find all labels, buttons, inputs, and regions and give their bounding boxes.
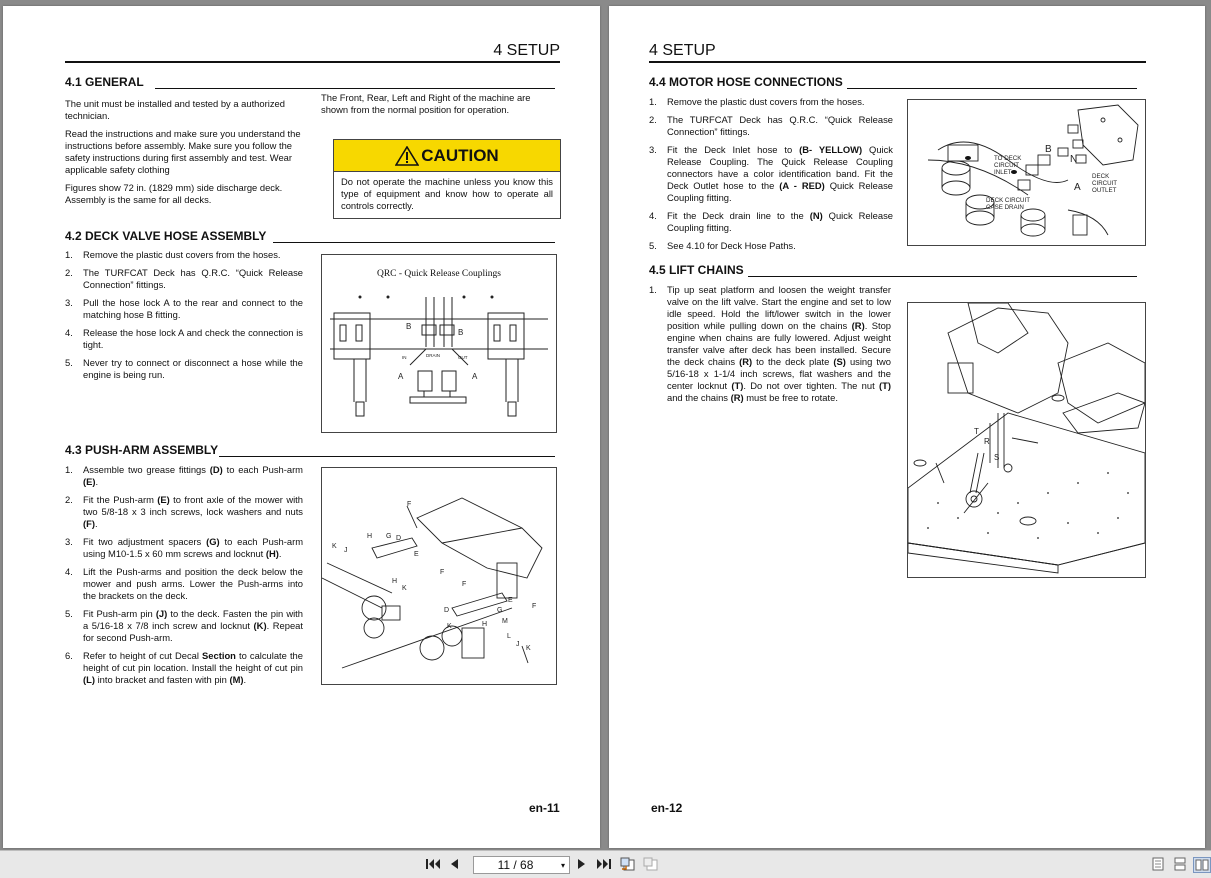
svg-text:J: J — [516, 641, 520, 648]
step-text: Release the hose lock A and check the connection is tight. — [83, 327, 303, 350]
list-item — [65, 608, 303, 644]
general-paragraph-2: Read the instructions and make sure you understand the instructions before assembly. Make sure you follow the safety instructions during first assembly and test. Wear applicable safety clothing — [65, 128, 301, 175]
caution-text: Do not operate the machine unless you know this type of equipment and know how to operate all controls correctly. — [341, 176, 553, 211]
step-number: 4. — [65, 566, 73, 577]
section-title-deck-valve: 4.2 DECK VALVE HOSE ASSEMBLY — [65, 229, 267, 243]
step-text: Lift the Push-arms and position the deck below the mower and push arms. Lower the Push-arms into the brackets on the deck. — [83, 566, 303, 601]
list-item — [649, 210, 893, 234]
svg-text:B: B — [406, 322, 412, 331]
qrc-diagram — [330, 287, 548, 427]
caution-box — [333, 139, 561, 219]
step-number: 2. — [649, 114, 657, 125]
next-page-icon[interactable] — [576, 857, 588, 871]
step-text: Fit the Deck drain line to the (N) Quick Release Coupling fitting. — [667, 210, 893, 233]
qrc-figure-caption: QRC - Quick Release Couplings — [376, 269, 501, 279]
section-title-lift-chains: 4.5 LIFT CHAINS — [649, 263, 744, 277]
step-number: 4. — [649, 210, 657, 221]
step-text: Refer to height of cut Decal Section to calculate the height of cut pin location. Install the height of cut pin (L) into bracket and fasten with pin (M). — [83, 650, 303, 685]
list-item — [65, 494, 303, 530]
general-paragraph-3: Figures show 72 in. (1829 mm) side discharge deck. Assembly is the same for all decks. — [65, 182, 283, 205]
page-indicator: 11 / 68 — [497, 858, 534, 872]
svg-text:DRAIN: DRAIN — [426, 353, 441, 358]
page-number-right: en-12 — [651, 801, 683, 815]
step-number: 1. — [649, 96, 657, 107]
svg-text:T: T — [974, 427, 979, 436]
left-page — [3, 6, 600, 848]
fig-label-b: B — [1045, 144, 1052, 155]
step-number: 6. — [65, 650, 73, 661]
step-number: 1. — [649, 284, 657, 295]
step-number: 2. — [65, 494, 73, 505]
step-text: Assemble two grease fittings (D) to each Push-arm (E). — [83, 464, 303, 487]
list-item — [65, 566, 303, 602]
fig-label-drain: DECK CIRCUIT CASE DRAIN — [986, 197, 1030, 211]
caution-banner — [334, 140, 560, 172]
step-text: See 4.10 for Deck Hose Paths. — [667, 240, 796, 251]
viewer-toolbar — [0, 850, 1211, 878]
step-number: 5. — [649, 240, 657, 251]
page-header-left: 4 SETUP — [493, 42, 560, 59]
lift-chains-figure — [907, 302, 1146, 578]
list-item — [649, 96, 893, 108]
svg-text:IN: IN — [402, 355, 407, 360]
step-text: Pull the hose lock A to the rear and connect to the matching hose B fitting. — [83, 297, 303, 320]
go-forward-view-icon[interactable] — [643, 857, 659, 871]
list-item — [649, 114, 893, 138]
step-number: 1. — [65, 249, 73, 260]
last-page-icon[interactable] — [597, 857, 611, 871]
step-number: 3. — [65, 536, 73, 547]
svg-text:K: K — [526, 645, 531, 652]
svg-text:F: F — [440, 569, 445, 576]
fig-label-a: A — [1074, 182, 1081, 193]
qrc-figure — [321, 254, 557, 433]
page-number-input[interactable] — [473, 856, 570, 874]
section-title-general: 4.1 GENERAL — [65, 75, 144, 89]
section-rule — [847, 88, 1137, 89]
list-item — [65, 357, 303, 381]
warning-triangle-icon — [395, 146, 419, 166]
fig-label-inlet: TO DECK CIRCUIT INLET — [994, 155, 1022, 176]
orientation-note: The Front, Rear, Left and Right of the machine are shown from the normal position for operation. — [321, 92, 531, 115]
list-item — [65, 249, 303, 261]
push-arm-figure — [321, 467, 557, 685]
svg-text:R: R — [984, 437, 990, 446]
list-item — [65, 267, 303, 291]
header-rule — [649, 61, 1146, 63]
svg-text:H: H — [392, 578, 398, 585]
step-text: Fit Push-arm pin (J) to the deck. Fasten the pin with a 5/16-18 x 7/8 inch screw and locknut (K). Repeat for second Push-arm. — [83, 608, 303, 643]
svg-text:D: D — [444, 607, 450, 614]
section-rule — [748, 276, 1137, 277]
previous-page-icon[interactable] — [448, 857, 460, 871]
svg-text:H: H — [482, 621, 488, 628]
single-page-view-icon[interactable] — [1151, 857, 1165, 871]
svg-text:K: K — [447, 623, 452, 630]
step-text: The TURFCAT Deck has Q.R.C. “Quick Release Connection” fittings. — [667, 114, 893, 137]
section-title-motor-hose: 4.4 MOTOR HOSE CONNECTIONS — [649, 75, 843, 89]
section-rule — [273, 242, 555, 243]
step-text: The TURFCAT Deck has Q.R.C. “Quick Release Connection” fittings. — [83, 267, 303, 290]
svg-text:K: K — [332, 543, 337, 550]
step-number: 5. — [65, 357, 73, 368]
motor-hose-diagram — [908, 100, 1145, 245]
continuous-view-icon[interactable] — [1173, 857, 1187, 871]
push-arm-steps — [65, 464, 303, 692]
list-item — [65, 464, 303, 488]
go-back-view-icon[interactable] — [620, 857, 636, 871]
deck-valve-steps — [65, 249, 303, 387]
section-rule — [219, 456, 555, 457]
step-text: Fit the Deck Inlet hose to (B- YELLOW) Quick Release Coupling. The Quick Release Coupling connectors have a color identification band. Fit the Deck Outlet hose to the (A - RED) Quick Release Coupling fitting. — [667, 144, 893, 203]
list-item — [649, 284, 891, 404]
svg-text:S: S — [994, 453, 1000, 462]
svg-text:E: E — [508, 597, 513, 604]
page-header-right: 4 SETUP — [649, 42, 716, 59]
step-number: 3. — [65, 297, 73, 308]
svg-text:H: H — [367, 533, 373, 540]
first-page-icon[interactable] — [426, 857, 440, 871]
list-item — [649, 144, 893, 204]
fig-label-outlet: DECK CIRCUIT OUTLET — [1092, 173, 1117, 194]
svg-text:L: L — [507, 633, 511, 640]
svg-text:G: G — [386, 533, 392, 540]
svg-text:A: A — [472, 372, 478, 381]
step-text: Tip up seat platform and loosen the weight transfer valve on the lift valve. Start the engine and set to low idle speed. Hold the lift/lower switch in the lower position while pulling down on the chains (R). Stop engine when chains are fully lowered. Adjust weight transfer valve after deck has been installed. Secure the deck chains (R) to the deck plate (S) using two 5/16-18 x 1-1/4 inch screws, flat washers and the center locknut (T). Do not over tighten. The nut (T) and the chains (R) must be free to rotate. — [667, 284, 892, 403]
page-number-left: en-11 — [529, 801, 560, 815]
svg-text:J: J — [344, 547, 348, 554]
svg-text:G: G — [497, 607, 503, 614]
step-number: 2. — [65, 267, 73, 278]
svg-text:F: F — [407, 501, 412, 508]
step-text: Never try to connect or disconnect a hose while the engine is being run. — [83, 357, 303, 380]
list-item — [65, 536, 303, 560]
step-number: 4. — [65, 327, 73, 338]
step-number: 5. — [65, 608, 73, 619]
step-text: Remove the plastic dust covers from the hoses. — [83, 249, 281, 260]
list-item — [65, 327, 303, 351]
svg-text:M: M — [502, 618, 508, 625]
section-rule — [155, 88, 555, 89]
list-item — [649, 240, 893, 252]
step-number: 3. — [649, 144, 657, 155]
list-item — [65, 297, 303, 321]
page-dropdown-icon[interactable]: ▾ — [560, 860, 565, 870]
step-text: Fit the Push-arm (E) to front axle of the mower with two 5/8-18 x 3 inch screws, lock washers and nuts (F). — [83, 494, 303, 529]
section-title-push-arm: 4.3 PUSH-ARM ASSEMBLY — [65, 443, 219, 457]
caution-title: CAUTION — [421, 145, 499, 165]
svg-text:F: F — [462, 581, 467, 588]
step-text: Fit two adjustment spacers (G) to each Push-arm using M10-1.5 x 60 mm screws and locknut (H). — [83, 536, 303, 559]
list-item — [65, 650, 303, 686]
right-page — [609, 6, 1205, 848]
svg-text:OUT: OUT — [458, 355, 468, 360]
svg-text:E: E — [414, 551, 419, 558]
step-number: 1. — [65, 464, 73, 475]
two-page-view-icon[interactable] — [1193, 857, 1211, 873]
svg-text:K: K — [402, 585, 407, 592]
svg-text:D: D — [396, 535, 402, 542]
svg-text:A: A — [398, 372, 404, 381]
svg-text:F: F — [532, 603, 537, 610]
fig-label-n: N — [1070, 154, 1078, 165]
lift-chains-steps — [649, 284, 891, 410]
step-text: Remove the plastic dust covers from the hoses. — [667, 96, 865, 107]
lift-chains-diagram — [908, 303, 1145, 577]
svg-text:B: B — [458, 328, 464, 337]
motor-hose-steps — [649, 96, 893, 258]
push-arm-diagram — [322, 468, 556, 684]
header-rule — [65, 61, 560, 63]
general-paragraph-1: The unit must be installed and tested by a authorized technician. — [65, 98, 285, 121]
motor-hose-figure — [907, 99, 1146, 246]
